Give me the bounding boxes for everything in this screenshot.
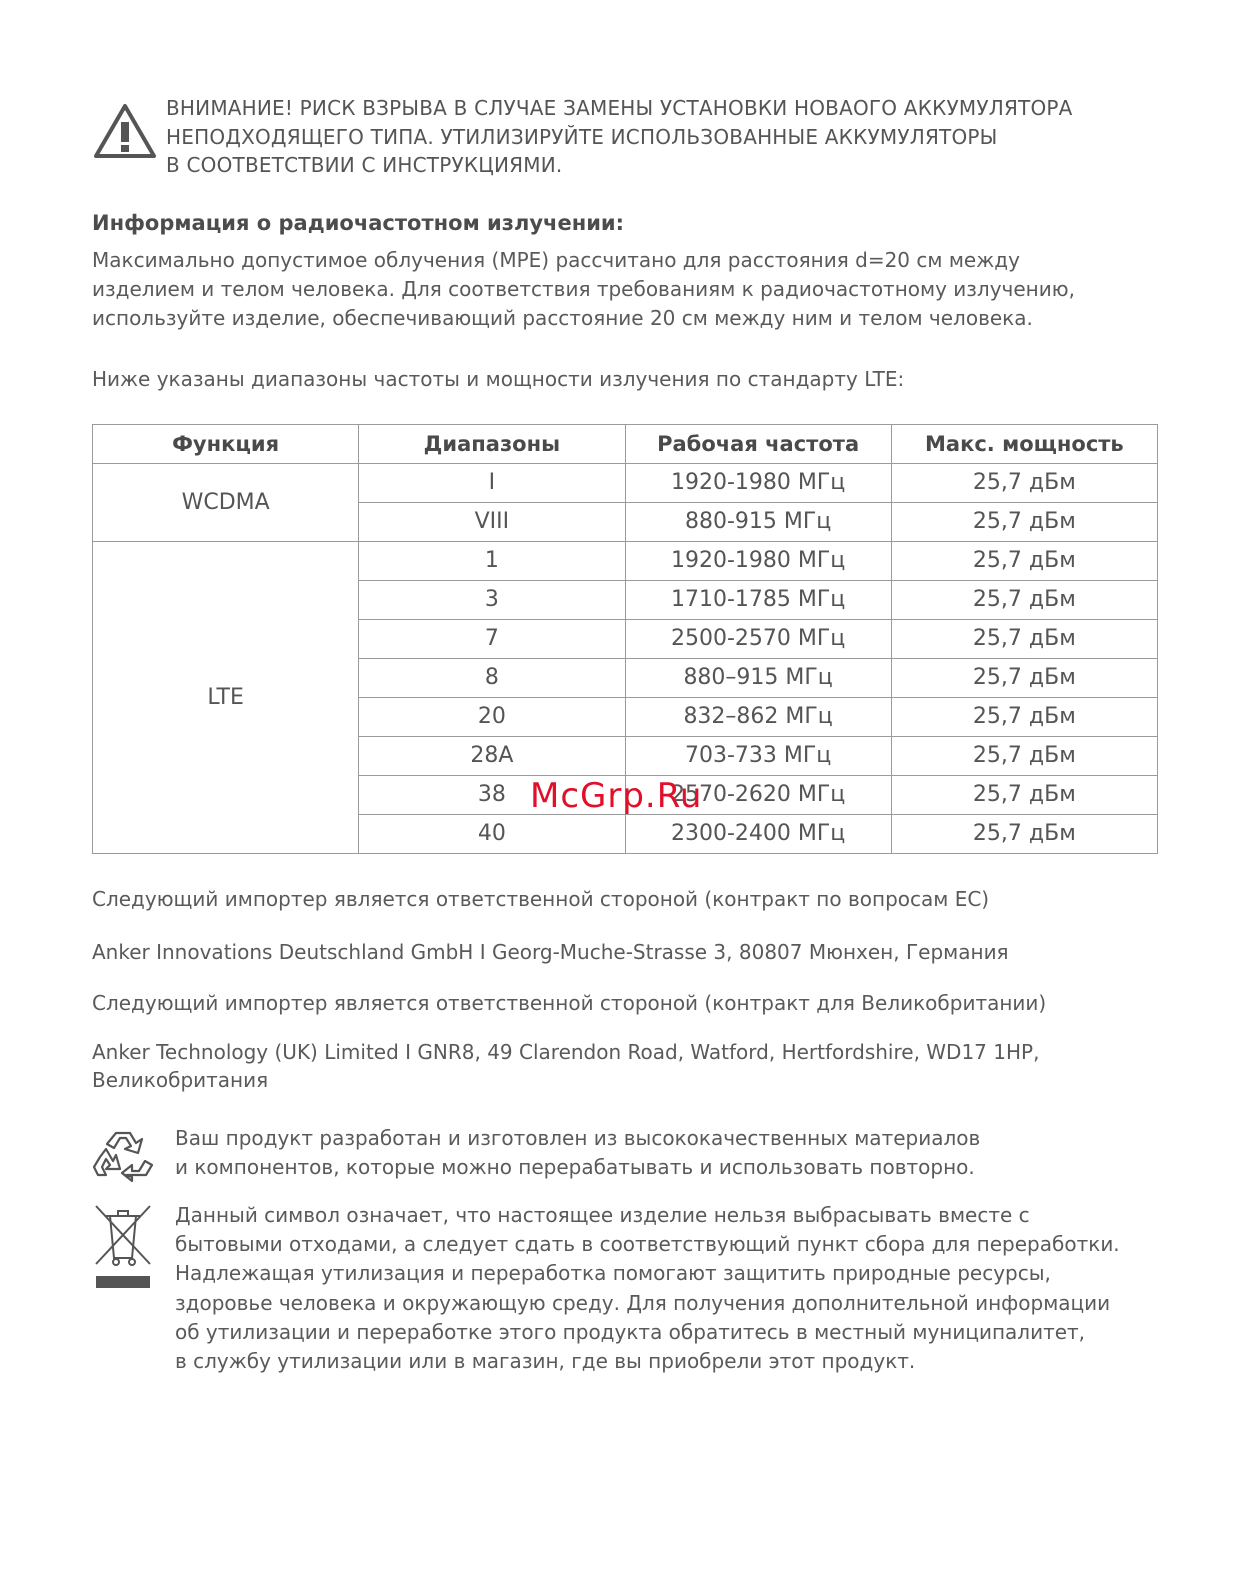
weee-line: здоровье человека и окружающую среду. Для получения дополнительной информации <box>175 1290 1111 1315</box>
power-cell: 25,7 дБм <box>891 698 1157 737</box>
table-row <box>93 542 1158 581</box>
freq-cell: 880-915 МГц <box>625 503 891 542</box>
band-cell: 38 <box>359 776 625 815</box>
band-cell: 7 <box>359 620 625 659</box>
freq-cell: 832–862 МГц <box>625 698 891 737</box>
warning-line: НЕПОДХОДЯЩЕГО ТИПА. УТИЛИЗИРУЙТЕ ИСПОЛЬЗОВАННЫЕ АККУМУЛЯТОРЫ <box>166 124 998 149</box>
band-cell: VIII <box>359 503 625 542</box>
recycle-icon <box>92 1127 154 1185</box>
warning-line: В СООТВЕТСТВИИ С ИНСТРУКЦИЯМИ. <box>166 153 563 177</box>
battery-warning <box>166 94 1196 180</box>
weee-line: Данный символ означает, что настоящее изделие нельзя выбрасывать вместе с <box>175 1203 1030 1227</box>
header-frequency: Рабочая частота <box>625 425 891 464</box>
power-cell: 25,7 дБм <box>891 776 1157 815</box>
band-cell: 3 <box>359 581 625 620</box>
band-cell: I <box>359 464 625 503</box>
table-row <box>93 464 1158 503</box>
freq-cell: 1710-1785 МГц <box>625 581 891 620</box>
recycle-line: Ваш продукт разработан и изготовлен из высококачественных материалов <box>175 1126 981 1150</box>
rf-section-title: Информация о радиочастотном излучении: <box>92 211 625 235</box>
uk-address-line: Anker Technology (UK) Limited I GNR8, 49 Clarendon Road, Watford, Hertfordshire, WD17 1HP, <box>92 1040 1040 1064</box>
freq-cell: 2570-2620 МГц <box>625 776 891 815</box>
power-cell: 25,7 дБм <box>891 620 1157 659</box>
eu-importer-address: Anker Innovations Deutschland GmbH I Georg-Muche-Strasse 3, 80807 Мюнхен, Германия <box>92 940 1009 964</box>
weee-paragraph <box>175 1201 1120 1376</box>
power-cell: 25,7 дБм <box>891 737 1157 776</box>
power-cell: 25,7 дБм <box>891 581 1157 620</box>
freq-cell: 2500-2570 МГц <box>625 620 891 659</box>
band-cell: 1 <box>359 542 625 581</box>
rf-line: используйте изделие, обеспечивающий расстояние 20 см между ним и телом человека. <box>92 306 1033 330</box>
power-cell: 25,7 дБм <box>891 542 1157 581</box>
warning-line: ВНИМАНИЕ! РИСК ВЗРЫВА В СЛУЧАЕ ЗАМЕНЫ УСТАНОВКИ НОВАОГО АККУМУЛЯТОРА <box>166 96 1073 120</box>
uk-address-line: Великобритания <box>92 1068 269 1092</box>
function-cell: WCDMA <box>93 464 359 542</box>
band-cell: 20 <box>359 698 625 737</box>
header-function: Функция <box>93 425 359 464</box>
recycle-line: и компонентов, которые можно перерабатывать и использовать повторно. <box>175 1155 975 1179</box>
power-cell: 25,7 дБм <box>891 503 1157 542</box>
freq-cell: 1920-1980 МГц <box>625 464 891 503</box>
rf-line: изделием и телом человека. Для соответствия требованиям к радиочастотному излучению, <box>92 277 1075 301</box>
uk-importer-address <box>92 1038 1039 1094</box>
freq-cell: 2300-2400 МГц <box>625 815 891 854</box>
power-cell: 25,7 дБм <box>891 464 1157 503</box>
rf-paragraph <box>92 246 1192 333</box>
weee-line: в службу утилизации или в магазин, где вы приобрели этот продукт. <box>175 1349 916 1374</box>
band-cell: 28A <box>359 737 625 776</box>
band-cell: 8 <box>359 659 625 698</box>
header-max-power: Макс. мощность <box>891 425 1157 464</box>
function-cell: LTE <box>93 542 359 854</box>
eu-importer-heading: Следующий импортер является ответственной стороной (контракт по вопросам ЕС) <box>92 887 990 911</box>
power-cell: 25,7 дБм <box>891 815 1157 854</box>
power-cell: 25,7 дБм <box>891 659 1157 698</box>
lte-intro: Ниже указаны диапазоны частоты и мощности излучения по стандарту LTE: <box>92 367 905 391</box>
freq-cell: 880–915 МГц <box>625 659 891 698</box>
freq-cell: 703-733 МГц <box>625 737 891 776</box>
weee-line: об утилизации и переработке этого продукта обратитесь в местный муниципалитет, <box>175 1319 1086 1344</box>
warning-triangle-icon <box>92 102 158 160</box>
weee-line: Надлежащая утилизация и переработка помогают защитить природные ресурсы, <box>175 1261 1051 1286</box>
recycle-paragraph <box>175 1124 980 1182</box>
rf-line: Максимально допустимое облучения (MPE) рассчитано для расстояния d=20 см между <box>92 248 1020 272</box>
table-header-row <box>93 425 1158 464</box>
weee-line: бытовыми отходами, а следует сдать в соответствующий пункт сбора для переработки. <box>175 1232 1120 1257</box>
uk-importer-heading: Следующий импортер является ответственной стороной (контракт для Великобритании) <box>92 991 1047 1015</box>
freq-cell: 1920-1980 МГц <box>625 542 891 581</box>
band-cell: 40 <box>359 815 625 854</box>
watermark: McGrp.Ru <box>530 776 703 816</box>
crossed-bin-icon <box>92 1202 154 1298</box>
header-bands: Диапазоны <box>359 425 625 464</box>
